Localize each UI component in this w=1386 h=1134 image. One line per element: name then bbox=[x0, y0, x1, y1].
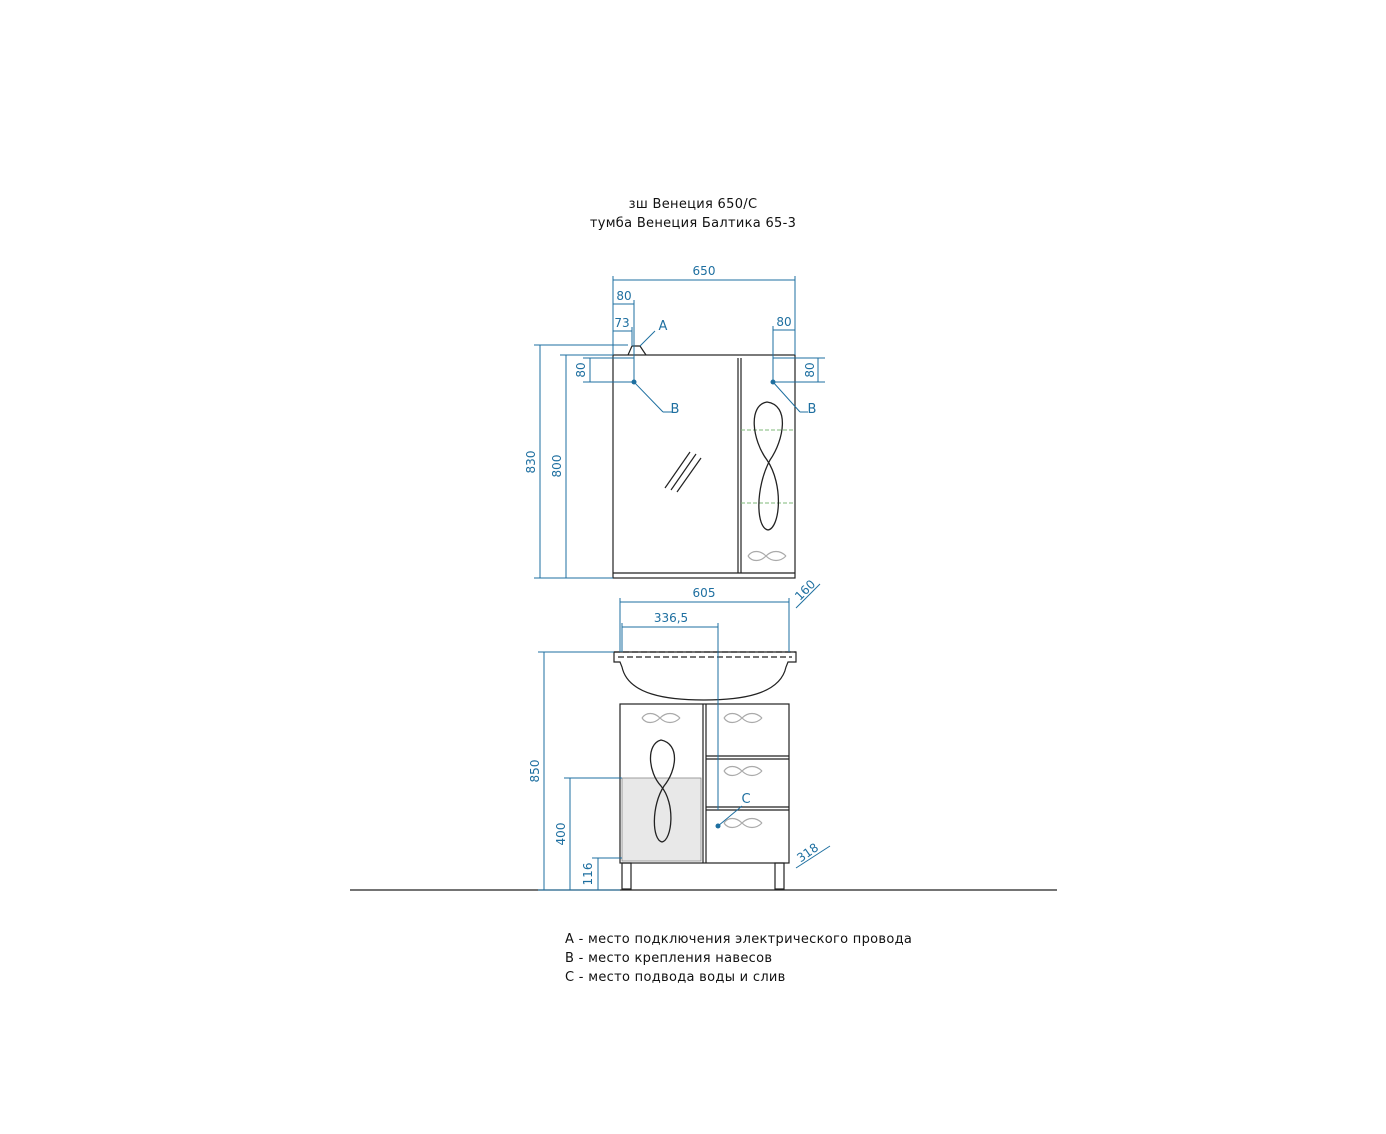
hanging-point-right bbox=[771, 380, 776, 385]
title-cabinet: тумба Венеция Балтика 65-3 bbox=[589, 216, 797, 231]
marker-b-left: B bbox=[670, 402, 680, 417]
dim-80-right: 80 bbox=[776, 315, 792, 329]
marker-c: C bbox=[741, 792, 751, 807]
dim-830: 830 bbox=[524, 450, 538, 474]
marker-a: A bbox=[658, 319, 668, 334]
dim-800: 800 bbox=[550, 454, 564, 478]
legend-item-b: B - место крепления навесов bbox=[565, 951, 773, 966]
basin-outline bbox=[614, 652, 796, 700]
mirror-hanging-points bbox=[632, 380, 776, 385]
dim-605: 605 bbox=[692, 586, 716, 600]
dim-850: 850 bbox=[528, 759, 542, 783]
dim-116: 116 bbox=[581, 862, 595, 886]
dim-650: 650 bbox=[692, 264, 716, 278]
legend-item-c: C - место подвода воды и слив bbox=[565, 970, 786, 985]
leg-left bbox=[622, 863, 631, 889]
mirror-reflection bbox=[665, 452, 690, 488]
legend-item-a: A - место подключения электрического провода bbox=[565, 932, 913, 947]
mirror-shelves bbox=[741, 430, 795, 503]
mirror-ornament-small bbox=[748, 552, 786, 561]
lamp-outlet bbox=[628, 346, 646, 355]
dim-80-v-left: 80 bbox=[574, 362, 588, 378]
title-mirror: зш Венеция 650/С bbox=[628, 197, 758, 212]
dim-400: 400 bbox=[554, 822, 568, 846]
leg-right bbox=[775, 863, 784, 889]
dim-80-left: 80 bbox=[616, 289, 632, 303]
dim-160: 160 bbox=[792, 577, 819, 604]
dim-80-v-right: 80 bbox=[803, 362, 817, 378]
dim-73: 73 bbox=[614, 316, 630, 330]
hanging-point-left bbox=[632, 380, 637, 385]
water-point bbox=[716, 824, 721, 829]
mirror-ornament bbox=[754, 402, 782, 530]
dim-318: 318 bbox=[794, 840, 822, 866]
marker-b-right: B bbox=[807, 402, 817, 417]
dim-336-5: 336,5 bbox=[653, 611, 689, 625]
